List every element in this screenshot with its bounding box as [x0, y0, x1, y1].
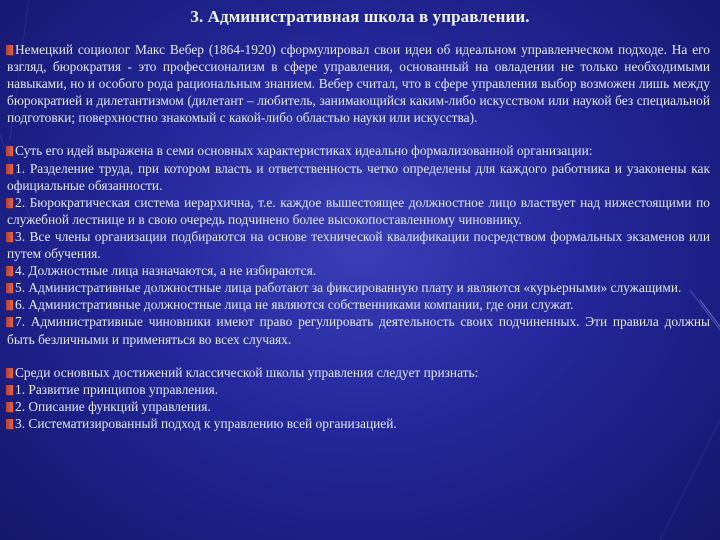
list-item: 2. Бюрократическая система иерархична, т.е. каждое вышестоящее должностное лицо властвует над нижестоящими по служебной лестнице и в свою очередь подчинено более высокопоставленному чиновнику. [7, 194, 710, 227]
bullet-icon [6, 146, 13, 156]
slide-title: 3. Административная школа в управлении. [190, 7, 530, 26]
bullet-icon [6, 402, 13, 412]
list-item: 4. Должностные лица назначаются, а не избираются. [7, 262, 710, 279]
bullet-icon [6, 232, 13, 242]
bullet-icon [6, 266, 13, 276]
list-item: 1. Разделение труда, при котором власть и ответственность четко определены для каждого работника и узаконены как официальные обязанности. [7, 160, 710, 193]
paragraph-weber-intro: Немецкий социолог Макс Вебер (1864-1920) сформулировал свои идеи об идеальном управленческом подходе. На его взгляд, бюрократия - это профессионализм в сфере управления, основанный на овладении не только необходимыми навыками, но и особого рода рациональным знанием. Вебер считал, что в сфере управления выбор возможен лишь между бюрократией и дилетантизмом (дилетант – любитель, занимающийся каким-либо искусством или наукой без специальной подготовки; поверхностно знакомый с какой-либо областью науки или искусства). [7, 42, 710, 126]
bullet-icon [6, 45, 13, 55]
bullet-icon [6, 283, 13, 293]
bullet-icon [6, 198, 13, 208]
list-item: 6. Административные должностные лица не являются собственниками компании, где они служат. [7, 296, 710, 313]
bullet-icon [6, 164, 13, 174]
bullet-icon [6, 419, 13, 429]
bullet-icon [6, 300, 13, 310]
bullet-icon [6, 368, 13, 378]
slide-content [7, 41, 710, 432]
bullet-icon [6, 385, 13, 395]
list-item: 3. Систематизированный подход к управлению всей организацией. [7, 415, 710, 432]
list-item: 2. Описание функций управления. [7, 398, 710, 415]
list-item: 7. Административные чиновники имеют право регулировать деятельность своих подчиненных. Эти правила должны быть безличными и применяться во всех случаях. [7, 314, 710, 347]
bullet-icon [6, 317, 13, 327]
list-item: 5. Административные должностные лица работают за фиксированную плату и являются «курьерными» служащими. [7, 279, 710, 296]
paragraph-achievements: Среди основных достижений классической школы управления следует признать: [7, 364, 710, 381]
list-item: 1. Развитие принципов управления. [7, 381, 710, 398]
list-item: 3. Все члены организации подбираются на основе технической квалификации посредством формальных экзаменов или путем обучения. [7, 228, 710, 262]
paragraph-seven-characteristics: Суть его идей выражена в семи основных характеристиках идеально формализованной организации: [7, 142, 710, 159]
